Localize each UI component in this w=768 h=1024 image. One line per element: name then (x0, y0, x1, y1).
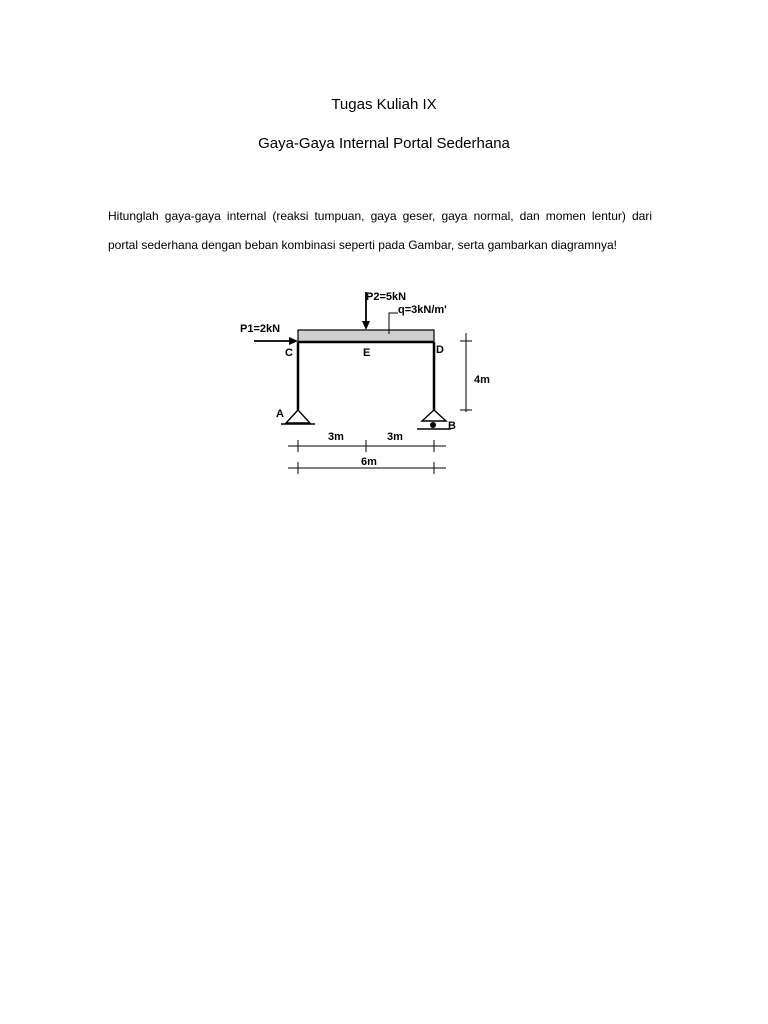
label-node-c: C (285, 347, 293, 359)
label-node-d: D (436, 344, 444, 356)
distributed-load-block (298, 330, 434, 342)
paragraph-line-2: portal sederhana dengan beban kombinasi seperti pada Gambar, serta gambarkan diagramnya! (108, 238, 617, 252)
label-p1: P1=2kN (240, 323, 281, 335)
label-q: q=3kN/m' (398, 304, 447, 316)
label-dimension-total: 6m (361, 456, 377, 468)
label-node-e: E (363, 347, 371, 359)
load-p2-arrowhead (362, 321, 370, 330)
label-node-b: B (448, 420, 456, 432)
pin-support-a (286, 410, 310, 423)
document-title: Tugas Kuliah IX (331, 96, 437, 113)
label-p2: P2=5kN (366, 291, 407, 303)
label-dimension-height: 4m (474, 374, 490, 386)
paragraph-line-1: Hitunglah gaya-gaya internal (reaksi tumpuan, gaya geser, gaya normal, dan momen lentur) dari (108, 209, 652, 223)
roller-wheel (430, 422, 436, 428)
label-node-a: A (276, 408, 284, 420)
roller-support-b (422, 410, 446, 421)
label-dimension-left: 3m (328, 431, 344, 443)
document-subtitle: Gaya-Gaya Internal Portal Sederhana (258, 135, 510, 152)
label-dimension-right: 3m (387, 431, 403, 443)
load-p1-arrowhead (289, 337, 298, 345)
